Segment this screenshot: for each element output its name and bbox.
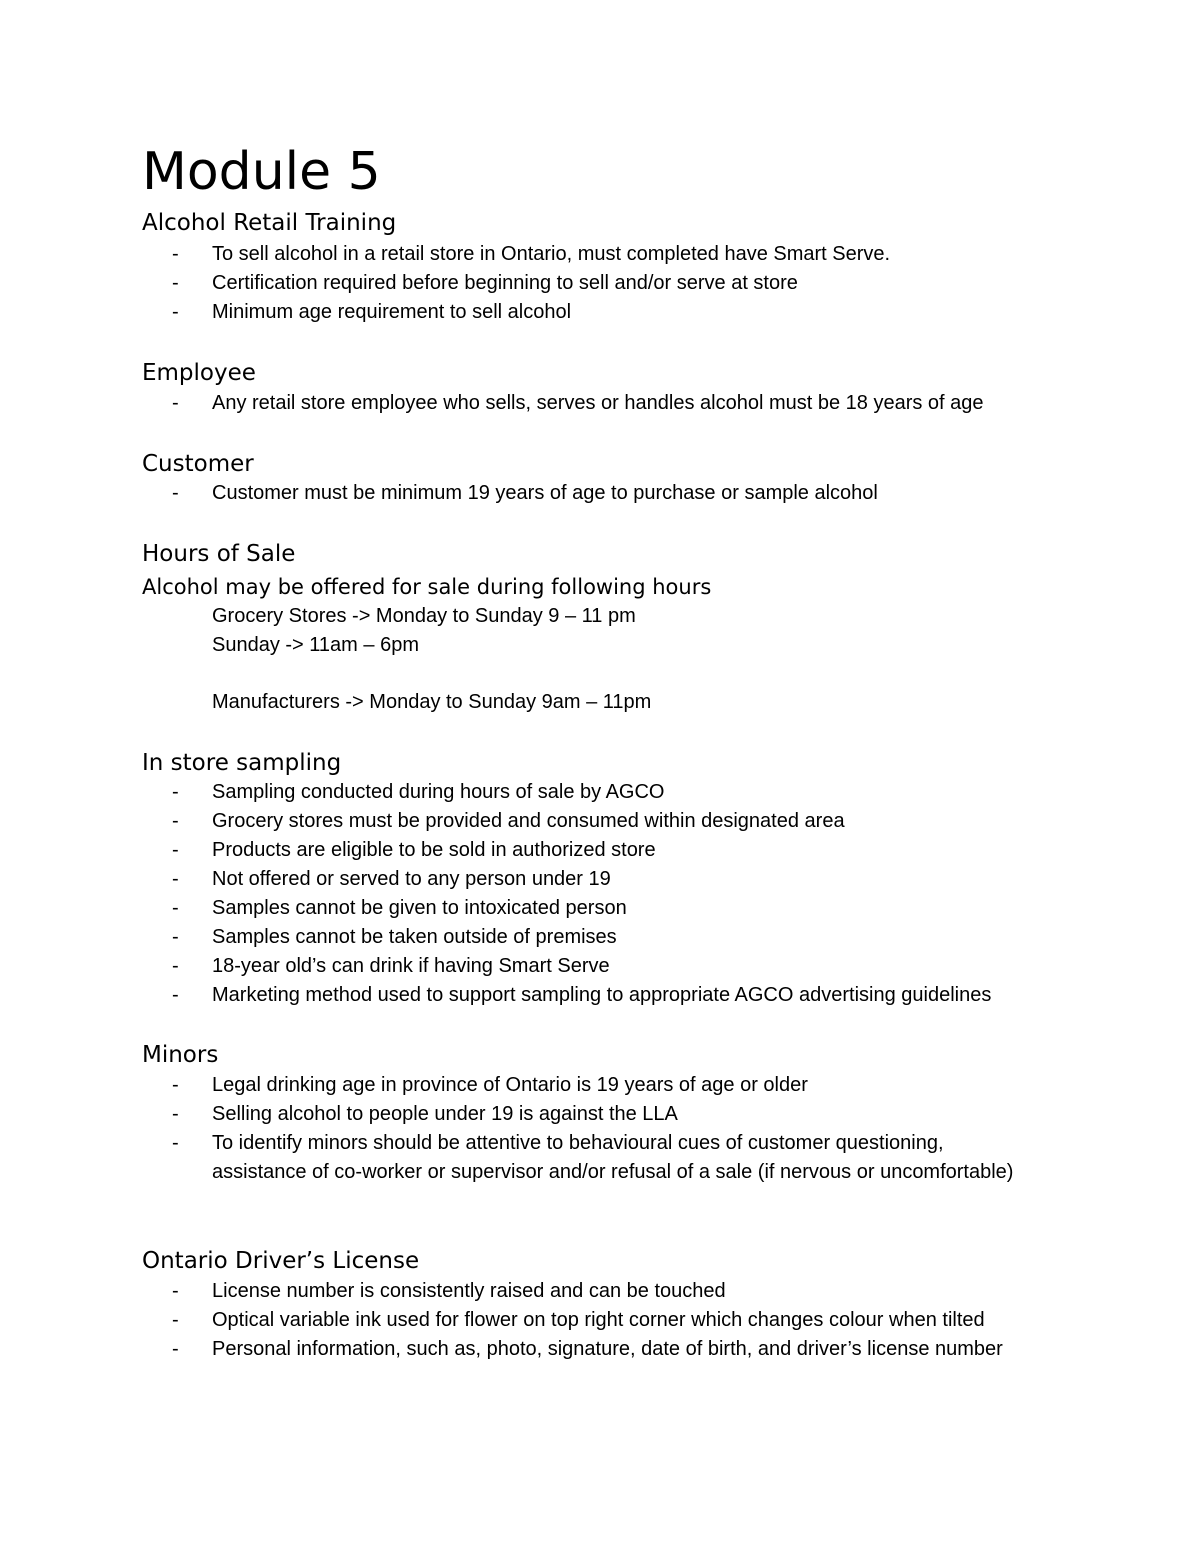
- heading-ontario-drivers-license: Ontario Driver’s License: [142, 1248, 420, 1274]
- heading-minors: Minors: [142, 1042, 219, 1068]
- list-item: - Samples cannot be given to intoxicated person: [172, 894, 1112, 923]
- list-item: - Optical variable ink used for flower on top right corner which changes colour when tilted: [172, 1306, 1112, 1335]
- bullet-dash: -: [172, 839, 179, 861]
- list-item: - Any retail store employee who sells, serves or handles alcohol must be 18 years of age: [172, 389, 1112, 418]
- bullet-dash: -: [172, 926, 179, 948]
- bullet-dash: -: [172, 482, 179, 504]
- list-item: - Sampling conducted during hours of sale by AGCO: [172, 778, 1112, 807]
- bullet-dash: -: [172, 1074, 179, 1096]
- list-item: - Grocery stores must be provided and consumed within designated area: [172, 807, 1112, 836]
- list-item: - Personal information, such as, photo, signature, date of birth, and driver’s license number: [172, 1335, 1012, 1364]
- list-minors: [172, 1071, 1112, 1187]
- list-item: - To sell alcohol in a retail store in Ontario, must completed have Smart Serve.: [172, 240, 1112, 269]
- heading-hours-of-sale: Hours of Sale: [142, 541, 296, 567]
- bullet-dash: -: [172, 955, 179, 977]
- list-alcohol-retail-training: [172, 240, 1112, 327]
- bullet-dash: -: [172, 984, 179, 1006]
- hours-line-manufacturers: Manufacturers -> Monday to Sunday 9am – 11pm: [212, 691, 652, 713]
- bullet-dash: -: [172, 1280, 179, 1302]
- bullet-dash: -: [172, 392, 179, 414]
- list-item: - Legal drinking age in province of Ontario is 19 years of age or older: [172, 1071, 1112, 1100]
- list-item: - License number is consistently raised and can be touched: [172, 1277, 1112, 1306]
- heading-in-store-sampling: In store sampling: [142, 750, 342, 776]
- list-in-store-sampling: [172, 778, 1112, 1010]
- list-item: - To identify minors should be attentive to behavioural cues of customer questioning, assistance of co-worker or supervisor and/or refusal of a sale (if nervous or uncomfortable): [172, 1129, 1032, 1187]
- bullet-dash: -: [172, 1309, 179, 1331]
- list-item: - Customer must be minimum 19 years of age to purchase or sample alcohol: [172, 479, 1112, 508]
- bullet-dash: -: [172, 1132, 179, 1154]
- hours-line-sunday: Sunday -> 11am – 6pm: [212, 634, 419, 656]
- list-employee: [172, 389, 1112, 418]
- list-item: - Samples cannot be taken outside of premises: [172, 923, 1112, 952]
- list-item: - Not offered or served to any person under 19: [172, 865, 1112, 894]
- heading-customer: Customer: [142, 451, 254, 477]
- bullet-dash: -: [172, 1103, 179, 1125]
- bullet-dash: -: [172, 301, 179, 323]
- list-item: - Products are eligible to be sold in authorized store: [172, 836, 1112, 865]
- list-customer: [172, 479, 1112, 508]
- list-item: - Minimum age requirement to sell alcohol: [172, 298, 1112, 327]
- heading-employee: Employee: [142, 360, 256, 386]
- bullet-dash: -: [172, 810, 179, 832]
- list-item: - 18-year old’s can drink if having Smart Serve: [172, 952, 1112, 981]
- list-ontario-drivers-license: [172, 1277, 1112, 1364]
- bullet-dash: -: [172, 272, 179, 294]
- list-item: - Certification required before beginning to sell and/or serve at store: [172, 269, 1112, 298]
- bullet-dash: -: [172, 1338, 179, 1360]
- hours-subheading: Alcohol may be offered for sale during following hours: [142, 575, 712, 599]
- hours-line-grocery: Grocery Stores -> Monday to Sunday 9 – 11 pm: [212, 605, 636, 627]
- bullet-dash: -: [172, 897, 179, 919]
- bullet-dash: -: [172, 243, 179, 265]
- heading-alcohol-retail-training: Alcohol Retail Training: [142, 210, 397, 236]
- bullet-dash: -: [172, 781, 179, 803]
- bullet-dash: -: [172, 868, 179, 890]
- list-item: - Selling alcohol to people under 19 is against the LLA: [172, 1100, 1112, 1129]
- list-item: - Marketing method used to support sampling to appropriate AGCO advertising guidelines: [172, 981, 1112, 1010]
- page-title: Module 5: [142, 142, 381, 202]
